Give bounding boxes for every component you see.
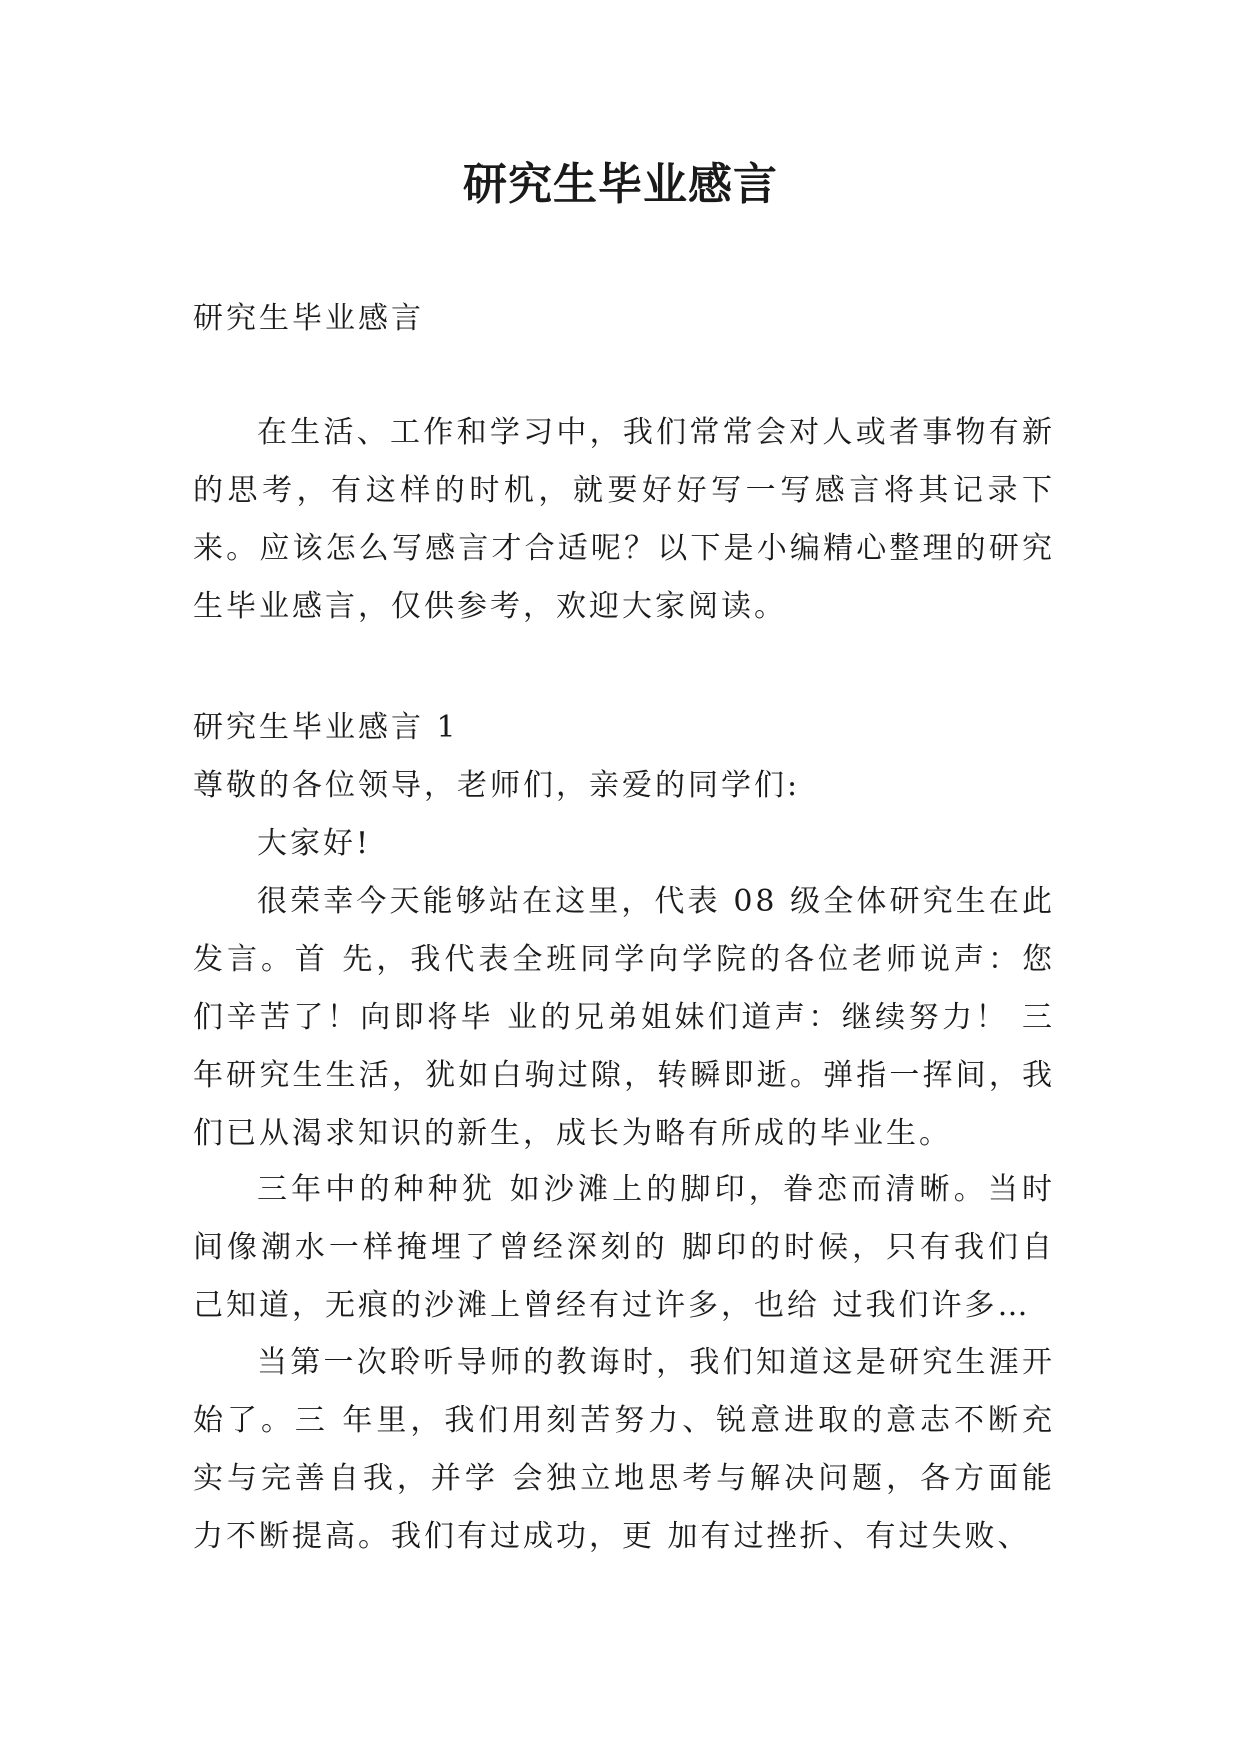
speech-paragraph-1: 很荣幸今天能够站在这里，代表 08 级全体研究生在此发言。首 先，我代表全班同学向学院的各位老师说声：您们辛苦了！向即将毕 业的兄弟姐妹们道声：继续努力！ 三年研究生生活，犹如白驹过隙，转瞬即逝。弹指一挥间，我们已从渴求知识的新生，成长为略有所成的毕业生。: [193, 884, 1055, 1151]
speech-paragraph-3: 当第一次聆听导师的教诲时，我们知道这是研究生涯开始了。三 年里，我们用刻苦努力、锐意进取的意志不断充实与完善自我，并学 会独立地思考与解决问题，各方面能力不断提高。我们有过成功，更 加有过挫折、有过失败、: [193, 1345, 1055, 1554]
salutation-line: 尊敬的各位领导，老师们，亲爱的同学们:: [193, 768, 801, 803]
greeting-line: 大家好!: [257, 826, 372, 861]
speech-paragraph-2: 三年中的种种犹 如沙滩上的脚印，眷恋而清晰。当时间像潮水一样掩埋了曾经深刻的 脚印的时候，只有我们自己知道，无痕的沙滩上曾经有过许多，也给 过我们许多…: [193, 1172, 1055, 1323]
intro-paragraph: 在生活、工作和学习中，我们常常会对人或者事物有新的思考，有这样的时机，就要好好写一写感言将其记录下来。应该怎么写感言才合适呢？以下是小编精心整理的研究生毕业感言，仅供参考，欢迎大家阅读。: [193, 415, 1055, 624]
document-title: 研究生毕业感言: [463, 159, 778, 210]
section-heading: 研究生毕业感言 1: [193, 710, 459, 745]
document-subtitle: 研究生毕业感言: [193, 301, 424, 336]
